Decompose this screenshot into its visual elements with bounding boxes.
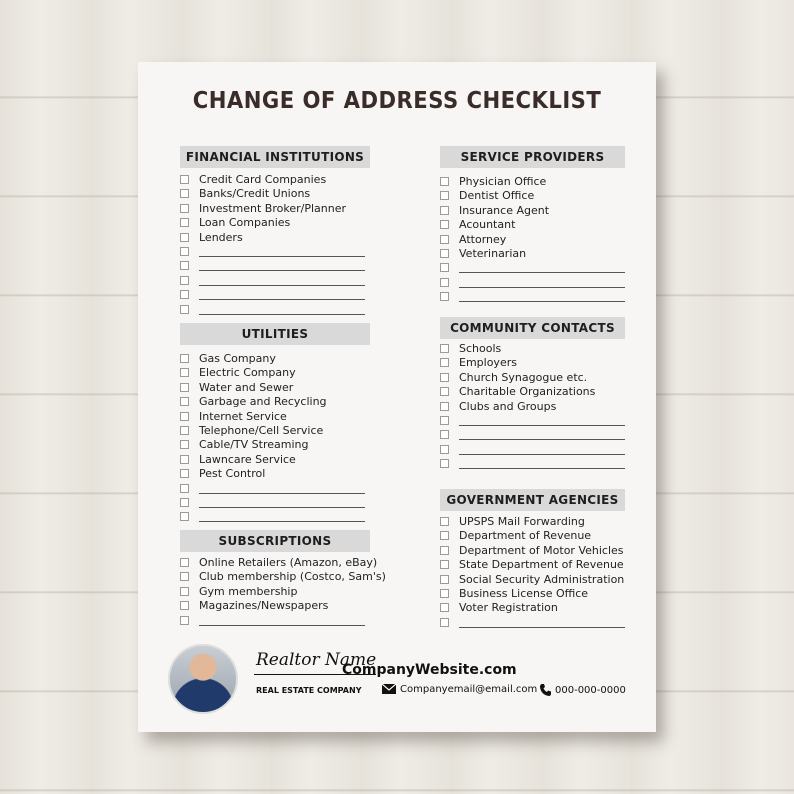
checkbox[interactable] xyxy=(440,517,449,526)
checklist-item xyxy=(180,173,365,187)
header-government: GOVERNMENT AGENCIES xyxy=(440,489,625,511)
checkbox[interactable] xyxy=(440,560,449,569)
checklist-item-label: Electric Company xyxy=(199,366,296,380)
checklist-item-label: Employers xyxy=(459,356,517,370)
phone-icon xyxy=(540,684,551,696)
phone-contact[interactable] xyxy=(540,684,626,696)
checkbox[interactable] xyxy=(440,546,449,555)
checklist-item-label: Garbage and Recycling xyxy=(199,395,327,409)
checklist-item-label: Social Security Administration xyxy=(459,572,625,586)
header-utilities: UTILITIES xyxy=(180,323,370,345)
blank-checklist-item xyxy=(180,496,365,510)
avatar xyxy=(168,644,238,714)
checkbox[interactable] xyxy=(180,233,189,242)
header-community: COMMUNITY CONTACTS xyxy=(440,317,625,339)
checkbox[interactable] xyxy=(440,603,449,612)
checkbox[interactable] xyxy=(180,412,189,421)
checkbox[interactable] xyxy=(440,263,449,272)
checkbox[interactable] xyxy=(440,206,449,215)
checkbox[interactable] xyxy=(180,601,189,610)
checklist-item-label: Club membership (Costco, Sam's) xyxy=(199,570,386,584)
checklist-item-label: Voter Registration xyxy=(459,601,558,615)
checklist-item xyxy=(180,216,365,230)
checkbox[interactable] xyxy=(440,430,449,439)
write-in-line[interactable] xyxy=(459,272,625,273)
checklist-item xyxy=(440,247,625,261)
checkbox[interactable] xyxy=(440,589,449,598)
checkbox[interactable] xyxy=(180,261,189,270)
checklist-item-label: Schools xyxy=(459,342,502,355)
checklist-item xyxy=(180,453,365,467)
write-in-line[interactable] xyxy=(199,299,365,300)
checklist-item-label: UPSPS Mail Forwarding xyxy=(459,515,585,528)
checkbox[interactable] xyxy=(180,189,189,198)
page-title: CHANGE OF ADDRESS CHECKLIST xyxy=(192,88,602,114)
checklist-item-label: Cable/TV Streaming xyxy=(199,438,309,452)
checkbox[interactable] xyxy=(440,459,449,468)
checkbox[interactable] xyxy=(180,305,189,314)
list-community xyxy=(440,342,625,472)
checkbox[interactable] xyxy=(440,292,449,301)
checklist-item-label: Water and Sewer xyxy=(199,380,294,394)
blank-checklist-item xyxy=(440,414,625,428)
checklist-item-label: Online Retailers (Amazon, eBay) xyxy=(199,556,378,569)
checkbox[interactable] xyxy=(180,572,189,581)
write-in-line[interactable] xyxy=(199,270,365,271)
checkbox[interactable] xyxy=(180,218,189,227)
blank-checklist-item xyxy=(180,274,365,288)
checklist-item xyxy=(440,400,625,414)
checklist-item xyxy=(440,601,625,615)
checkbox[interactable] xyxy=(440,249,449,258)
header-service: SERVICE PROVIDERS xyxy=(440,146,625,168)
checklist-item-label: Lenders xyxy=(199,230,243,244)
checklist-item xyxy=(180,202,365,216)
checklist-item-label: Magazines/Newspapers xyxy=(199,599,329,613)
checkbox[interactable] xyxy=(180,290,189,299)
checkbox[interactable] xyxy=(180,558,189,567)
write-in-line[interactable] xyxy=(459,468,625,469)
checkbox[interactable] xyxy=(440,416,449,425)
checklist-item-label: Clubs and Groups xyxy=(459,399,557,413)
write-in-line[interactable] xyxy=(199,507,365,508)
checkbox[interactable] xyxy=(180,484,189,493)
checklist-item-label: Banks/Credit Unions xyxy=(199,187,311,201)
checklist-item xyxy=(440,342,625,356)
checkbox[interactable] xyxy=(440,531,449,540)
checklist-item-label: State Department of Revenue xyxy=(459,558,624,572)
checkbox[interactable] xyxy=(180,383,189,392)
blank-checklist-item xyxy=(440,443,625,457)
checkbox[interactable] xyxy=(440,278,449,287)
write-in-line[interactable] xyxy=(459,287,625,288)
email-contact[interactable] xyxy=(382,684,537,695)
checkbox[interactable] xyxy=(180,247,189,256)
checklist-item xyxy=(440,233,625,247)
checklist-item xyxy=(180,556,378,570)
blank-checklist-item xyxy=(180,614,365,628)
checklist-item-label: Insurance Agent xyxy=(459,203,550,217)
write-in-line[interactable] xyxy=(459,454,625,455)
blank-checklist-item xyxy=(440,276,625,290)
checkbox[interactable] xyxy=(180,397,189,406)
checklist-item-label: Telephone/Cell Service xyxy=(199,423,324,437)
checklist-item-label: Lawncare Service xyxy=(199,452,296,466)
list-government xyxy=(440,515,625,630)
checkbox[interactable] xyxy=(440,387,449,396)
company-name: REAL ESTATE COMPANY xyxy=(256,686,362,695)
checklist-item xyxy=(180,570,386,584)
blank-checklist-item xyxy=(440,457,625,471)
checklist-item xyxy=(180,366,365,380)
checkbox[interactable] xyxy=(180,455,189,464)
checklist-item xyxy=(180,410,365,424)
checklist-item xyxy=(180,424,365,438)
checkbox[interactable] xyxy=(180,175,189,184)
write-in-line[interactable] xyxy=(459,301,625,302)
checklist-item-label: Investment Broker/Planner xyxy=(199,201,346,215)
checkbox[interactable] xyxy=(440,575,449,584)
checkbox[interactable] xyxy=(180,368,189,377)
checklist-item xyxy=(180,395,365,409)
blank-checklist-item xyxy=(440,428,625,442)
checkbox[interactable] xyxy=(180,440,189,449)
envelope-icon xyxy=(382,684,396,694)
checkbox[interactable] xyxy=(440,344,449,353)
blank-checklist-item xyxy=(440,616,625,630)
write-in-line[interactable] xyxy=(199,314,365,315)
checklist-item-label: Veterinarian xyxy=(459,246,527,260)
checklist-item-label: Internet Service xyxy=(199,409,287,423)
header-financial: FINANCIAL INSTITUTIONS xyxy=(180,146,370,168)
write-in-line[interactable] xyxy=(459,627,625,628)
website-text: CompanyWebsite.com xyxy=(342,662,517,678)
checklist-item-label: Department of Motor Vehicles xyxy=(459,543,624,557)
checklist-item-label: Gym membership xyxy=(199,584,298,598)
checkbox[interactable] xyxy=(180,587,189,596)
realtor-signature: Realtor Name xyxy=(256,650,377,670)
checklist-item xyxy=(440,189,625,203)
write-in-line[interactable] xyxy=(199,256,365,257)
list-financial xyxy=(180,173,365,317)
write-in-line[interactable] xyxy=(199,493,365,494)
checklist-item-label: Acountant xyxy=(459,218,516,232)
checkbox[interactable] xyxy=(180,512,189,521)
checklist-item xyxy=(440,204,625,218)
checklist-item-label: Pest Control xyxy=(199,467,266,481)
checkbox[interactable] xyxy=(440,220,449,229)
checklist-item-label: Business License Office xyxy=(459,586,589,600)
header-subscriptions: SUBSCRIPTIONS xyxy=(180,530,370,552)
checklist-item xyxy=(440,529,625,543)
write-in-line[interactable] xyxy=(459,439,625,440)
checklist-item-label: Church Synagogue etc. xyxy=(459,370,588,384)
checklist-item xyxy=(180,352,365,366)
checklist-item xyxy=(180,381,365,395)
checkbox[interactable] xyxy=(180,426,189,435)
write-in-line[interactable] xyxy=(459,425,625,426)
list-subscriptions xyxy=(180,556,386,628)
phone-text: 000-000-0000 xyxy=(555,685,626,696)
checklist-item xyxy=(440,544,625,558)
blank-checklist-item xyxy=(180,482,365,496)
checkbox[interactable] xyxy=(440,618,449,627)
blank-checklist-item xyxy=(180,245,365,259)
checkbox[interactable] xyxy=(180,276,189,285)
checkbox[interactable] xyxy=(440,358,449,367)
checklist-item xyxy=(180,467,365,481)
checklist-item xyxy=(180,599,365,613)
checklist-item-label: Physician Office xyxy=(459,175,547,188)
checkbox[interactable] xyxy=(440,235,449,244)
blank-checklist-item xyxy=(440,290,625,304)
checklist-item xyxy=(440,385,625,399)
blank-checklist-item xyxy=(180,288,365,302)
checkbox[interactable] xyxy=(440,177,449,186)
email-text: Companyemail@email.com xyxy=(400,684,538,695)
checkbox[interactable] xyxy=(440,445,449,454)
checklist-item-label: Dentist Office xyxy=(459,189,535,203)
checklist-item-label: Credit Card Companies xyxy=(199,173,327,186)
checklist-item xyxy=(180,187,365,201)
write-in-line[interactable] xyxy=(199,285,365,286)
checklist-item xyxy=(440,515,625,529)
checkbox[interactable] xyxy=(180,498,189,507)
list-utilities xyxy=(180,352,365,525)
checklist-item-label: Charitable Organizations xyxy=(459,385,596,399)
checklist-sheet xyxy=(138,62,656,732)
checkbox[interactable] xyxy=(440,373,449,382)
checklist-item-label: Loan Companies xyxy=(199,216,291,230)
checklist-item xyxy=(180,438,365,452)
checklist-item xyxy=(180,231,365,245)
checklist-item xyxy=(440,218,625,232)
checkbox[interactable] xyxy=(180,354,189,363)
write-in-line[interactable] xyxy=(199,625,365,626)
checklist-item xyxy=(440,371,625,385)
checkbox[interactable] xyxy=(180,204,189,213)
checklist-item-label: Gas Company xyxy=(199,352,276,365)
write-in-line[interactable] xyxy=(199,521,365,522)
checklist-item xyxy=(180,585,365,599)
checklist-item xyxy=(440,558,625,572)
blank-checklist-item xyxy=(440,261,625,275)
blank-checklist-item xyxy=(180,510,365,524)
checklist-item xyxy=(440,587,625,601)
checkbox[interactable] xyxy=(440,402,449,411)
list-service xyxy=(440,175,625,305)
company-website[interactable] xyxy=(138,662,656,678)
blank-checklist-item xyxy=(180,259,365,273)
checkbox[interactable] xyxy=(180,616,189,625)
blank-checklist-item xyxy=(180,303,365,317)
checklist-item-label: Department of Revenue xyxy=(459,529,592,543)
checklist-item xyxy=(440,356,625,370)
checklist-item xyxy=(440,573,625,587)
checklist-item xyxy=(440,175,625,189)
checklist-item-label: Attorney xyxy=(459,232,507,246)
checkbox[interactable] xyxy=(440,191,449,200)
checkbox[interactable] xyxy=(180,469,189,478)
